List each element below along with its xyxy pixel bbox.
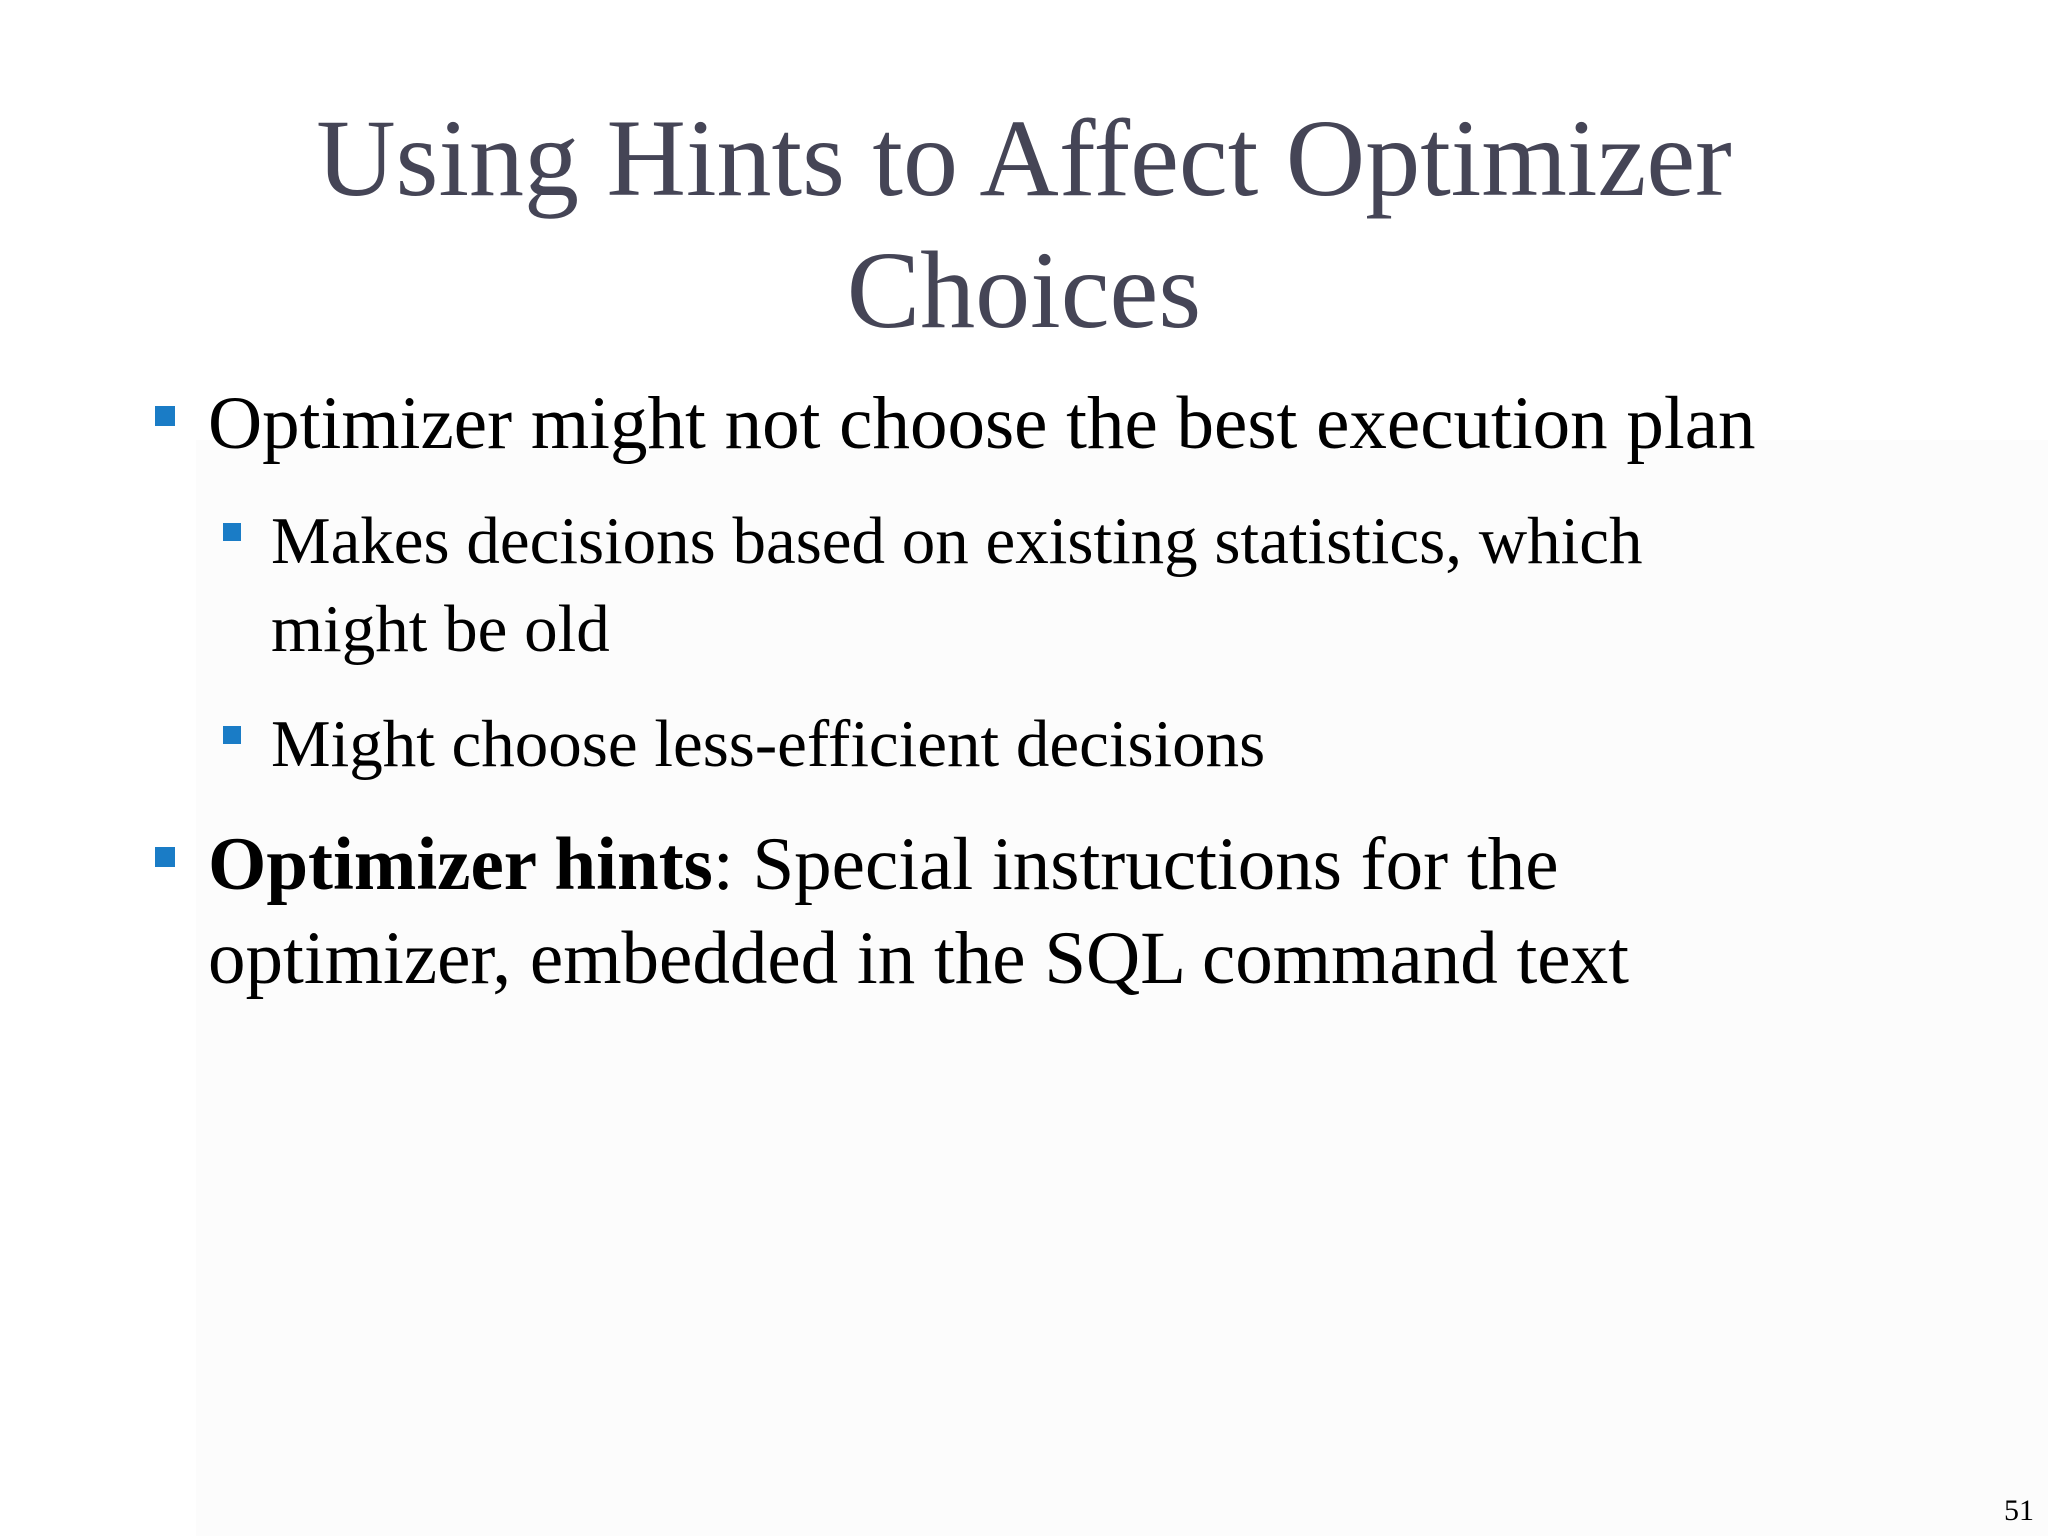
- bullet-line-1-rest: : Special instructions for the: [712, 823, 1559, 906]
- sub-bullet-line-1: Makes decisions based on existing statistics, which: [271, 504, 1643, 578]
- sub-bullet-1: [223, 497, 1642, 673]
- slide-title: [0, 92, 2048, 356]
- sub-bullet-2: [223, 700, 1265, 788]
- square-bullet-icon: [155, 847, 175, 867]
- bullet-line-2: optimizer, embedded in the SQL command text: [208, 917, 1629, 1000]
- bold-term: Optimizer hints: [208, 823, 713, 906]
- sub-bullet-line-2: might be old: [271, 592, 610, 666]
- bullet-1: [155, 377, 1756, 471]
- sub-bullet-text: Might choose less-efficient decisions: [271, 707, 1266, 781]
- bullet-text: Optimizer might not choose the best execution plan: [208, 382, 1756, 465]
- sub-bullet-text: [271, 497, 1642, 673]
- bullet-2: [155, 818, 1629, 1006]
- square-bullet-icon: [155, 406, 175, 426]
- bullet-line-1: [208, 818, 1629, 912]
- bullet-text: [208, 818, 1629, 1006]
- title-line-2: Choices: [846, 229, 1202, 351]
- title-line-1: Using Hints to Affect Optimizer: [316, 97, 1732, 219]
- page-number: 51: [2004, 1494, 2034, 1527]
- square-bullet-icon: [223, 726, 241, 744]
- square-bullet-icon: [223, 523, 241, 541]
